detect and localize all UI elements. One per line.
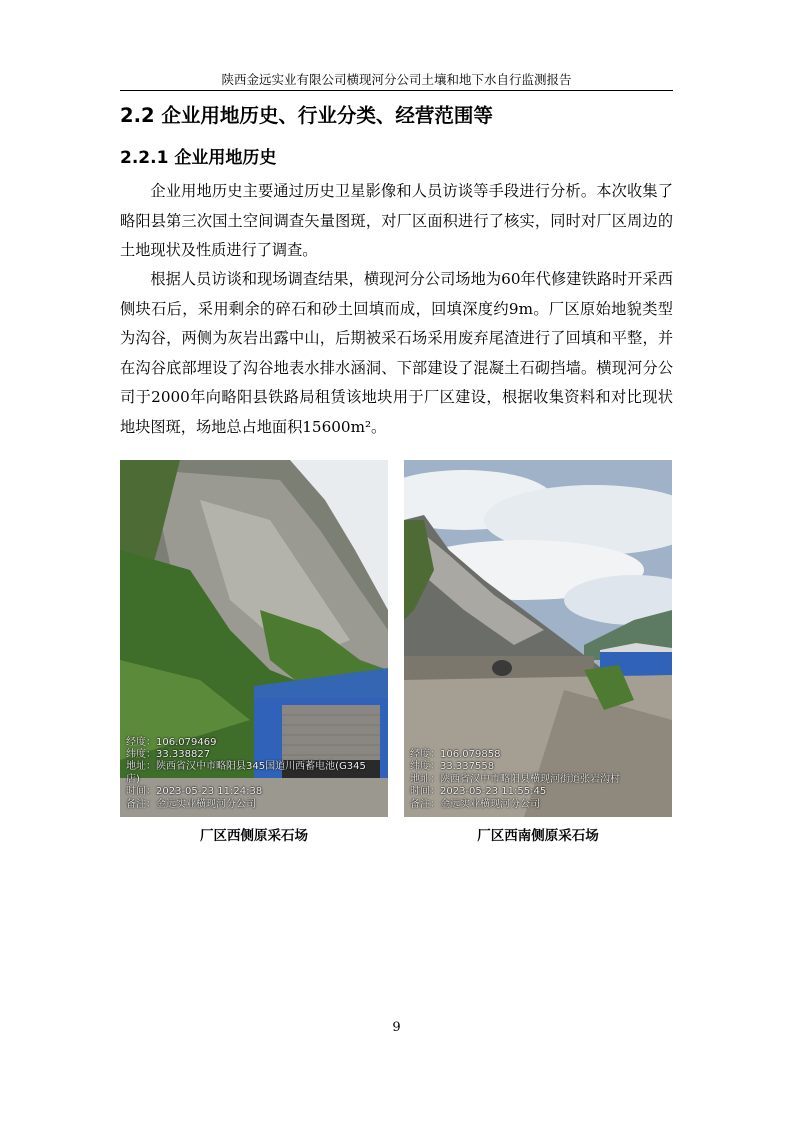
section-heading: 2.2 企业用地历史、行业分类、经营范围等 <box>120 104 493 127</box>
page-header: 陕西金远实业有限公司横现河分公司土壤和地下水自行监测报告 <box>221 72 572 87</box>
watermark-address: 地址：陕西省汉中市略阳县横现河街道张岩沟村 <box>410 773 620 785</box>
header-divider <box>120 90 673 91</box>
watermark-note: 备注：金远实业横现河分公司 <box>126 798 256 810</box>
watermark-longitude: 经度：106.079469 <box>126 736 217 748</box>
paragraph-site-history: 根据人员访谈和现场调查结果，横现河分公司场地为60年代修建铁路时开采西侧块石后，采用剩余的碎石和砂土回填而成，回填深度约9m。厂区原始地貌类型为沟谷，两侧为灰岩出露中山，后期被采石场采用废弃尾渣进行了回填和平整，并在沟谷底部埋设了沟谷地表水排水涵洞、下部建设了混凝土石砌挡墙。横现河分公司于2000年向略阳县铁路局租赁该地块用于厂区建设，根据收集资料和对比现状地块图斑，场地总占地面积15600m²。 <box>120 270 673 436</box>
watermark-time: 时间：2023-05-23 11:55:45 <box>410 786 547 798</box>
paragraph-land-history-method: 企业用地历史主要通过历史卫星影像和人员访谈等手段进行分析。本次收集了略阳县第三次国土空间调查矢量图斑，对厂区面积进行了核实，同时对厂区周边的土地现状及性质进行了调查。 <box>120 182 673 259</box>
photo-watermark <box>126 737 376 811</box>
photo-west-quarry <box>120 460 388 817</box>
watermark-latitude: 纬度：33.338827 <box>126 748 211 760</box>
watermark-latitude: 纬度：33.337558 <box>410 761 495 773</box>
watermark-longitude: 经度：106.079858 <box>410 748 501 760</box>
photo-southwest-quarry <box>404 460 672 817</box>
watermark-note: 备注：金远实业横现河分公司 <box>410 798 540 810</box>
photo-caption-southwest: 厂区西南侧原采石场 <box>477 828 599 844</box>
page-number: 9 <box>392 1020 401 1035</box>
watermark-time: 时间：2023-05-23 11:24:38 <box>126 786 263 798</box>
watermark-address: 地址：陕西省汉中市略阳县345国道川西蓄电池(G345店) <box>126 761 366 785</box>
subsection-heading: 2.2.1 企业用地历史 <box>120 148 277 168</box>
photo-caption-west: 厂区西侧原采石场 <box>200 828 308 844</box>
photo-watermark <box>410 749 660 811</box>
